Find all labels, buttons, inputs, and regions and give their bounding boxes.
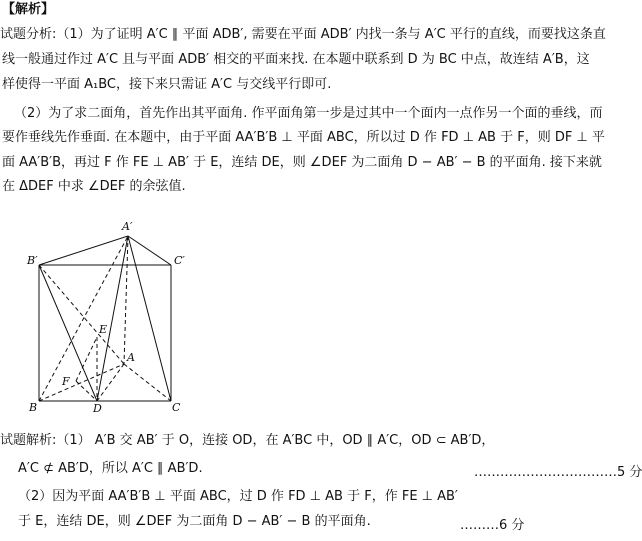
label-b-prime: B′ [27, 254, 38, 267]
label-f: F [62, 375, 70, 388]
label-e: E [99, 323, 108, 336]
label-a-prime: A′ [122, 220, 133, 233]
edge-a-c [124, 364, 171, 401]
analysis-line-1: 试题分析:（1）为了证明 A′C ∥ 平面 ADB′, 需要在平面 ADB′ 内找一条与 A′C 平行的直线，而要找这条直 [0, 27, 606, 42]
analysis-line-6: 面 AA′B′B，再过 F 作 FE ⊥ AB′ 于 E，连结 DE，则 ∠DEF 为二面角 D − AB′ − B 的平面角. 接下来就 [2, 155, 602, 170]
analysis-line-2: 线一般通过作过 A′C 且与平面 ADB′ 相交的平面来找. 在本题中联系到 D 为 BC 中点，故连结 A′B，这 [2, 52, 590, 67]
solution-line-1: 试题解析:（1） A′B 交 AB′ 于 O，连接 OD，在 A′BC 中，OD ∥ A′C，OD ⊂ AB′D， [0, 433, 495, 448]
edge-bprime-a [39, 265, 124, 364]
score-label-2: ………6 分 [460, 518, 525, 533]
solution-line-2: A′C ⊄ AB′D，所以 A′C ∥ AB′D. [18, 461, 203, 476]
section-header: 【解析】 [2, 2, 55, 17]
score-label-1: ……………………………5 分 [474, 465, 642, 480]
analysis-line-5: 要作垂线先作垂面. 在本题中，由于平面 AA′B′B ⊥ 平面 ABC，所以过 D 作 FD ⊥ AB 于 F，则 DF ⊥ 平 [2, 130, 605, 145]
label-c-prime: C′ [174, 254, 185, 267]
analysis-line-3: 样使得一平面 A₁BC，接下来只需证 A′C 与交线平行即可. [2, 77, 332, 92]
edge-bprime-aprime [39, 236, 128, 265]
analysis-line-4: （2）为了求二面角，首先作出其平面角. 作平面角第一步是过其中一个面内一点作另一个面的垂线，而 [14, 106, 603, 121]
label-b: B [29, 401, 38, 414]
label-d: D [93, 402, 102, 415]
edge-b-a [39, 364, 124, 401]
solution-line-4: 于 E，连结 DE，则 ∠DEF 为二面角 D − AB′ − B 的平面角. [18, 514, 371, 529]
label-c: C [172, 401, 181, 414]
solution-line-3: （2）因为平面 AA′B′B ⊥ 平面 ABC，过 D 作 FD ⊥ AB 于 F，作 FE ⊥ AB′ [18, 489, 458, 504]
analysis-line-7: 在 ΔDEF 中求 ∠DEF 的余弦值. [2, 179, 186, 194]
label-a: A [127, 351, 135, 364]
edge-aprime-d [97, 236, 128, 401]
